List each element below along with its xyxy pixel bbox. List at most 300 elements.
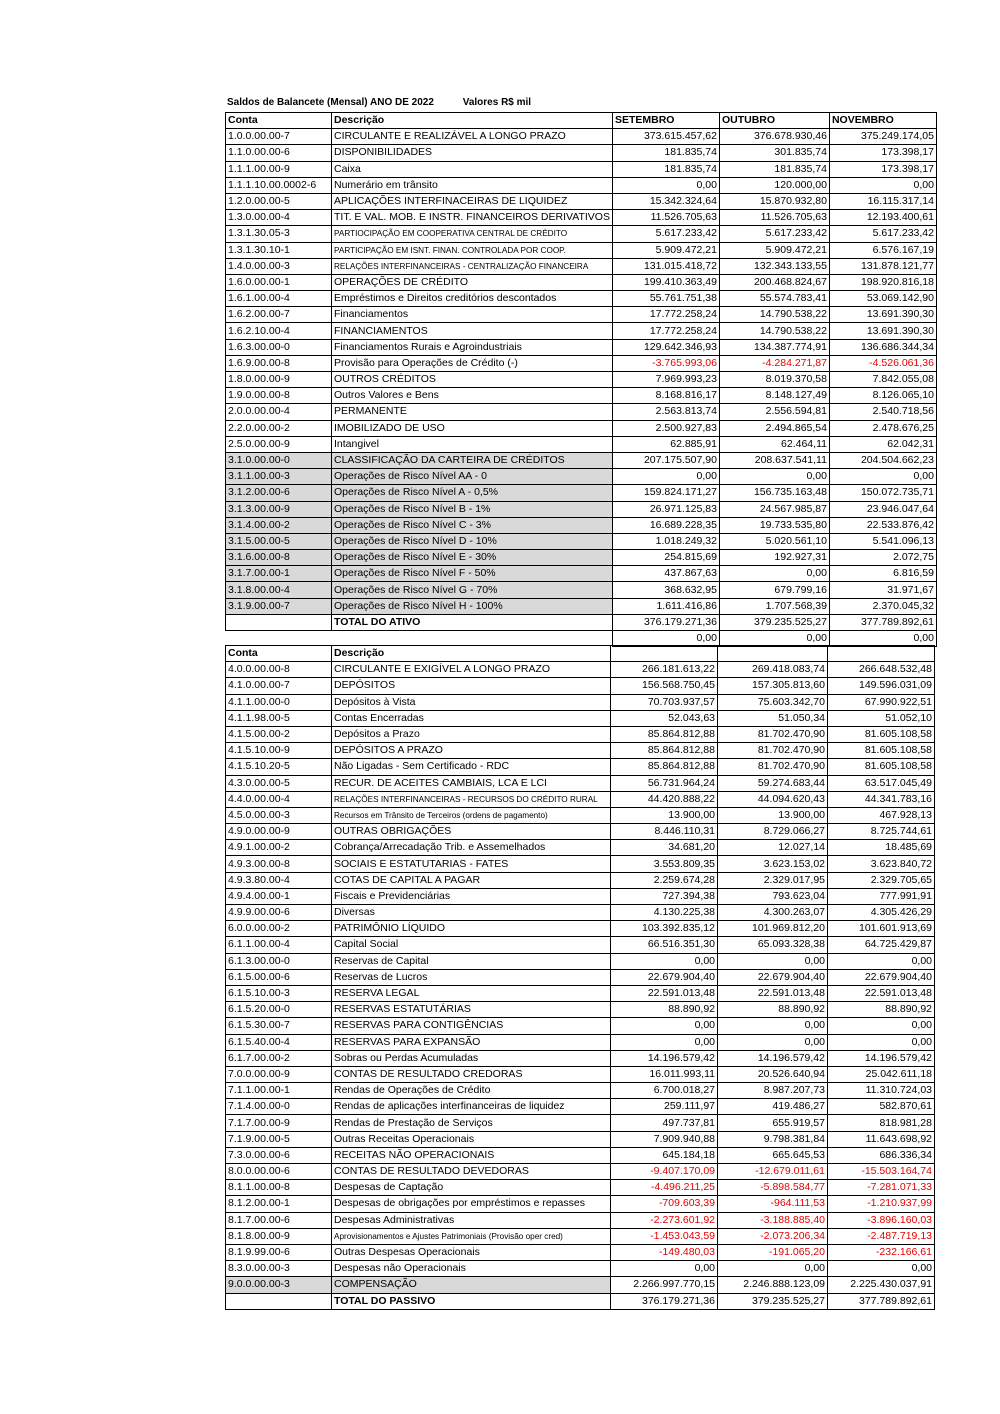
account-description: COTAS DE CAPITAL A PAGAR: [332, 872, 611, 888]
account-code: 7.3.0.00.00-6: [226, 1147, 332, 1163]
table-row: [226, 1034, 935, 1050]
value-outubro: 0,00: [719, 566, 829, 582]
account-code: 4.9.1.00.00-2: [226, 840, 332, 856]
value-setembro: 55.761.751,38: [612, 291, 719, 307]
value-novembro: 2.540.718,56: [829, 404, 936, 420]
value-novembro: 22.679.904,40: [828, 969, 935, 985]
account-code: 7.0.0.00.00-9: [226, 1066, 332, 1082]
table-row: [226, 404, 937, 420]
value-outubro: 0,00: [718, 953, 828, 969]
account-code: 4.9.3.80.00-4: [226, 872, 332, 888]
table-row: [226, 888, 935, 904]
account-code: 1.0.0.00.00-7: [226, 129, 332, 145]
value-setembro: 259.111,97: [611, 1099, 718, 1115]
account-code: 1.6.2.10.00-4: [226, 323, 332, 339]
account-description: Numerário em trânsito: [332, 177, 613, 193]
value-novembro: -1.210.937,99: [828, 1196, 935, 1212]
empty-cell: [611, 646, 718, 662]
value-novembro: 64.725.429,87: [828, 937, 935, 953]
table-row: [226, 1050, 935, 1066]
value-setembro: 8.168.816,17: [612, 388, 719, 404]
account-code: 3.1.9.00.00-7: [226, 598, 332, 614]
value-outubro: 0,00: [718, 1034, 828, 1050]
ativo-header-row: [226, 113, 937, 129]
value-outubro: 51.050,34: [718, 710, 828, 726]
total-novembro: 377.789.892,61: [828, 1293, 935, 1309]
account-code: 1.1.0.00.00-6: [226, 145, 332, 161]
value-novembro: 2.329.705,65: [828, 872, 935, 888]
value-outubro: -5.898.584,77: [718, 1180, 828, 1196]
value-setembro: 16.689.228,35: [612, 517, 719, 533]
account-description: Operações de Risco Nível F - 50%: [332, 566, 613, 582]
account-description: Empréstimos e Direitos creditórios descontados: [332, 291, 613, 307]
table-row: [226, 1018, 935, 1034]
col-novembro: NOVEMBRO: [829, 113, 936, 129]
value-outubro: 4.300.263,07: [718, 905, 828, 921]
account-code: 4.9.0.00.00-9: [226, 824, 332, 840]
table-row: [226, 388, 937, 404]
account-description: Caixa: [332, 161, 613, 177]
value-novembro: -3.896.160,03: [828, 1212, 935, 1228]
account-code: 7.1.9.00.00-5: [226, 1131, 332, 1147]
value-outubro: 2.329.017,95: [718, 872, 828, 888]
table-row: [226, 1164, 935, 1180]
value-setembro: -1.453.043,59: [611, 1228, 718, 1244]
value-setembro: 373.615.457,62: [612, 129, 719, 145]
table-row: [226, 1196, 935, 1212]
table-row: [226, 824, 935, 840]
check-setembro: 0,00: [612, 631, 719, 647]
value-setembro: -9.407.170,09: [611, 1164, 718, 1180]
value-novembro: 582.870,61: [828, 1099, 935, 1115]
value-novembro: 81.605.108,58: [828, 726, 935, 742]
account-description: PATRIMÔNIO LÍQUIDO: [332, 921, 611, 937]
value-outubro: 19.733.535,80: [719, 517, 829, 533]
table-row: [226, 1212, 935, 1228]
value-outubro: 793.623,04: [718, 888, 828, 904]
value-novembro: 11.310.724,03: [828, 1083, 935, 1099]
empty-cell: [226, 1293, 332, 1309]
account-description: PERMANENTE: [332, 404, 613, 420]
value-novembro: 81.605.108,58: [828, 759, 935, 775]
account-description: RECEITAS NÃO OPERACIONAIS: [332, 1147, 611, 1163]
empty-cell: [828, 646, 935, 662]
account-code: 1.8.0.00.00-9: [226, 372, 332, 388]
value-setembro: 1.611.416,86: [612, 598, 719, 614]
value-novembro: 150.072.735,71: [829, 485, 936, 501]
table-row: [226, 161, 937, 177]
value-setembro: 17.772.258,24: [612, 323, 719, 339]
value-setembro: 16.011.993,11: [611, 1066, 718, 1082]
value-outubro: 655.919,57: [718, 1115, 828, 1131]
value-setembro: 131.015.418,72: [612, 258, 719, 274]
value-setembro: 62.885,91: [612, 436, 719, 452]
account-description: SOCIAIS E ESTATUTARIAS - FATES: [332, 856, 611, 872]
account-code: 8.1.2.00.00-1: [226, 1196, 332, 1212]
value-setembro: 44.420.888,22: [611, 791, 718, 807]
value-novembro: -4.526.061,36: [829, 355, 936, 371]
ativo-table: [225, 112, 937, 647]
value-outubro: 55.574.783,41: [719, 291, 829, 307]
table-row: [226, 1180, 935, 1196]
account-code: 6.0.0.00.00-2: [226, 921, 332, 937]
value-outubro: -191.065,20: [718, 1244, 828, 1260]
value-novembro: 149.596.031,09: [828, 678, 935, 694]
account-code: 4.1.1.00.00-0: [226, 694, 332, 710]
value-outubro: 75.603.342,70: [718, 694, 828, 710]
account-code: 4.1.5.10.00-9: [226, 743, 332, 759]
report-units: Valores R$ mil: [462, 97, 532, 108]
value-setembro: 66.516.351,30: [611, 937, 718, 953]
value-outubro: 2.246.888.123,09: [718, 1277, 828, 1293]
value-setembro: 5.617.233,42: [612, 226, 719, 242]
value-novembro: 44.341.783,16: [828, 791, 935, 807]
value-setembro: 497.737,81: [611, 1115, 718, 1131]
total-row: [226, 614, 937, 630]
table-row: [226, 145, 937, 161]
account-code: 6.1.7.00.00-2: [226, 1050, 332, 1066]
value-outubro: 81.702.470,90: [718, 759, 828, 775]
account-description: RESERVA LEGAL: [332, 985, 611, 1001]
table-row: [226, 1115, 935, 1131]
account-code: 3.1.1.00.00-3: [226, 469, 332, 485]
table-row: [226, 937, 935, 953]
account-description: Rendas de Operações de Crédito: [332, 1083, 611, 1099]
table-row: [226, 662, 935, 678]
account-description: Depósitos a Prazo: [332, 726, 611, 742]
table-row: [226, 566, 937, 582]
value-outubro: 1.707.568,39: [719, 598, 829, 614]
value-outubro: 22.679.904,40: [718, 969, 828, 985]
table-row: [226, 1147, 935, 1163]
value-novembro: 0,00: [829, 177, 936, 193]
passivo-header-row: [226, 646, 935, 662]
account-description: Despesas de obrigações por empréstimos e repasses: [332, 1196, 611, 1212]
account-code: 4.9.9.00.00-6: [226, 905, 332, 921]
value-outubro: 200.468.824,67: [719, 274, 829, 290]
account-code: 4.1.0.00.00-7: [226, 678, 332, 694]
value-outubro: 3.623.153,02: [718, 856, 828, 872]
value-outubro: 192.927,31: [719, 550, 829, 566]
account-code: 2.5.0.00.00-9: [226, 436, 332, 452]
account-description: Financiamentos Rurais e Agroindustriais: [332, 339, 613, 355]
value-outubro: 22.591.013,48: [718, 985, 828, 1001]
account-description: OUTRAS OBRIGAÇÕES: [332, 824, 611, 840]
table-row: [226, 274, 937, 290]
value-novembro: 63.517.045,49: [828, 775, 935, 791]
account-code: 1.4.0.00.00-3: [226, 258, 332, 274]
account-code: 4.1.1.98.00-5: [226, 710, 332, 726]
table-row: [226, 710, 935, 726]
value-setembro: -2.273.601,92: [611, 1212, 718, 1228]
value-setembro: 103.392.835,12: [611, 921, 718, 937]
value-novembro: 31.971,67: [829, 582, 936, 598]
value-outubro: 14.196.579,42: [718, 1050, 828, 1066]
account-description: Rendas de Prestação de Serviços: [332, 1115, 611, 1131]
value-novembro: -2.487.719,13: [828, 1228, 935, 1244]
value-novembro: 2.225.430.037,91: [828, 1277, 935, 1293]
account-description: Reservas de Capital: [332, 953, 611, 969]
table-row: [226, 501, 937, 517]
value-outubro: 208.637.541,11: [719, 452, 829, 468]
value-outubro: 8.148.127,49: [719, 388, 829, 404]
account-code: 1.3.1.30.05-3: [226, 226, 332, 242]
value-novembro: 8.725.744,61: [828, 824, 935, 840]
value-novembro: 22.591.013,48: [828, 985, 935, 1001]
account-description: Sobras ou Perdas Acumuladas: [332, 1050, 611, 1066]
total-outubro: 379.235.525,27: [718, 1293, 828, 1309]
account-description: Reservas de Lucros: [332, 969, 611, 985]
table-row: [226, 726, 935, 742]
value-novembro: 25.042.611,18: [828, 1066, 935, 1082]
total-setembro: 376.179.271,36: [612, 614, 719, 630]
value-setembro: 2.563.813,74: [612, 404, 719, 420]
value-outubro: 5.020.561,10: [719, 533, 829, 549]
table-row: [226, 582, 937, 598]
account-description: Financiamentos: [332, 307, 613, 323]
value-setembro: 254.815,69: [612, 550, 719, 566]
account-code: 4.9.3.00.00-8: [226, 856, 332, 872]
table-row: [226, 517, 937, 533]
table-row: [226, 550, 937, 566]
value-setembro: 14.196.579,42: [611, 1050, 718, 1066]
table-row: [226, 129, 937, 145]
value-setembro: 34.681,20: [611, 840, 718, 856]
account-code: 6.1.5.40.00-4: [226, 1034, 332, 1050]
value-novembro: 5.617.233,42: [829, 226, 936, 242]
value-novembro: 62.042,31: [829, 436, 936, 452]
account-description: IMOBILIZADO DE USO: [332, 420, 613, 436]
value-outubro: 88.890,92: [718, 1002, 828, 1018]
account-code: 8.1.8.00.00-9: [226, 1228, 332, 1244]
value-outubro: 101.969.812,20: [718, 921, 828, 937]
value-setembro: 2.266.997.770,15: [611, 1277, 718, 1293]
value-setembro: 181.835,74: [612, 161, 719, 177]
value-novembro: 14.196.579,42: [828, 1050, 935, 1066]
account-code: 6.1.3.00.00-0: [226, 953, 332, 969]
value-novembro: 2.478.676,25: [829, 420, 936, 436]
value-novembro: 0,00: [828, 953, 935, 969]
account-description: TIT. E VAL. MOB. E INSTR. FINANCEIROS DERIVATIVOS: [332, 210, 613, 226]
table-row: [226, 759, 935, 775]
value-outubro: 665.645,53: [718, 1147, 828, 1163]
value-outubro: -3.188.885,40: [718, 1212, 828, 1228]
value-novembro: 173.398,17: [829, 145, 936, 161]
value-outubro: 679.799,16: [719, 582, 829, 598]
table-row: [226, 291, 937, 307]
value-outubro: 269.418.083,74: [718, 662, 828, 678]
value-outubro: 156.735.163,48: [719, 485, 829, 501]
total-label: TOTAL DO ATIVO: [332, 614, 613, 630]
value-outubro: 81.702.470,90: [718, 743, 828, 759]
value-setembro: 3.553.809,35: [611, 856, 718, 872]
value-setembro: 5.909.472,21: [612, 242, 719, 258]
value-setembro: 8.446.110,31: [611, 824, 718, 840]
value-outubro: 13.900,00: [718, 807, 828, 823]
account-code: 8.1.7.00.00-6: [226, 1212, 332, 1228]
account-description: Fiscais e Previdenciárias: [332, 888, 611, 904]
account-description: APLICAÇÕES INTERFINACEIRAS DE LIQUIDEZ: [332, 193, 613, 209]
value-setembro: 1.018.249,32: [612, 533, 719, 549]
col-setembro: SETEMBRO: [612, 113, 719, 129]
account-code: 1.2.0.00.00-5: [226, 193, 332, 209]
value-novembro: 467.928,13: [828, 807, 935, 823]
account-description: Operações de Risco Nível E - 30%: [332, 550, 613, 566]
value-setembro: 199.410.363,49: [612, 274, 719, 290]
account-code: 4.1.5.10.20-5: [226, 759, 332, 775]
value-novembro: 22.533.876,42: [829, 517, 936, 533]
value-outubro: 24.567.985,87: [719, 501, 829, 517]
value-novembro: 266.648.532,48: [828, 662, 935, 678]
report-header: [227, 97, 531, 108]
value-novembro: 5.541.096,13: [829, 533, 936, 549]
total-setembro: 376.179.271,36: [611, 1293, 718, 1309]
account-description: Intangivel: [332, 436, 613, 452]
account-description: CIRCULANTE E REALIZÁVEL A LONGO PRAZO: [332, 129, 613, 145]
value-novembro: 16.115.317,14: [829, 193, 936, 209]
value-outubro: 5.909.472,21: [719, 242, 829, 258]
table-row: [226, 226, 937, 242]
total-outubro: 379.235.525,27: [719, 614, 829, 630]
value-outubro: 20.526.640,94: [718, 1066, 828, 1082]
value-setembro: 85.864.812,88: [611, 726, 718, 742]
value-outubro: 59.274.683,44: [718, 775, 828, 791]
value-novembro: 204.504.662,23: [829, 452, 936, 468]
account-description: Operações de Risco Nível A - 0,5%: [332, 485, 613, 501]
value-setembro: 266.181.613,22: [611, 662, 718, 678]
account-description: COMPENSAÇÃO: [332, 1277, 611, 1293]
value-outubro: 65.093.328,38: [718, 937, 828, 953]
value-setembro: 6.700.018,27: [611, 1083, 718, 1099]
table-row: [226, 694, 935, 710]
value-setembro: 159.824.171,27: [612, 485, 719, 501]
value-setembro: 2.500.927,83: [612, 420, 719, 436]
value-novembro: 818.981,28: [828, 1115, 935, 1131]
value-novembro: 0,00: [828, 1034, 935, 1050]
total-novembro: 377.789.892,61: [829, 614, 936, 630]
account-description: RESERVAS ESTATUTÁRIAS: [332, 1002, 611, 1018]
value-outubro: -964.111,53: [718, 1196, 828, 1212]
value-outubro: 44.094.620,43: [718, 791, 828, 807]
value-outubro: 134.387.774,91: [719, 339, 829, 355]
table-row: [226, 339, 937, 355]
table-row: [226, 807, 935, 823]
account-code: 4.1.5.00.00-2: [226, 726, 332, 742]
value-outubro: 0,00: [719, 469, 829, 485]
value-setembro: 156.568.750,45: [611, 678, 718, 694]
value-outubro: 132.343.133,55: [719, 258, 829, 274]
account-description: Cobrança/Arrecadação Trib. e Assemelhados: [332, 840, 611, 856]
account-description: Capital Social: [332, 937, 611, 953]
col-descricao: Descrição: [332, 113, 613, 129]
table-row: [226, 598, 937, 614]
table-row: [226, 856, 935, 872]
account-description: Outras Despesas Operacionais: [332, 1244, 611, 1260]
col-descricao: Descrição: [332, 646, 611, 662]
empty-cell: [226, 614, 332, 630]
account-description: Operações de Risco Nível D - 10%: [332, 533, 613, 549]
table-row: [226, 420, 937, 436]
passivo-table: [225, 645, 935, 1310]
value-outubro: 14.790.538,22: [719, 323, 829, 339]
table-row: [226, 436, 937, 452]
table-row: [226, 469, 937, 485]
account-description: RELAÇÕES INTERFINANCEIRAS - CENTRALIZAÇÃO FINANCEIRA: [332, 258, 613, 274]
value-setembro: 11.526.705,63: [612, 210, 719, 226]
table-row: [226, 953, 935, 969]
table-row: [226, 1261, 935, 1277]
account-description: Provisão para Operações de Crédito (-): [332, 355, 613, 371]
account-code: 1.6.2.00.00-7: [226, 307, 332, 323]
account-description: Despesas de Captação: [332, 1180, 611, 1196]
account-code: 1.6.9.00.00-8: [226, 355, 332, 371]
value-novembro: 198.920.816,18: [829, 274, 936, 290]
account-description: Operações de Risco Nível C - 3%: [332, 517, 613, 533]
value-novembro: 0,00: [829, 469, 936, 485]
value-outubro: 8.019.370,58: [719, 372, 829, 388]
account-description: PARTIOCIPAÇÃO EM COOPERATIVA CENTRAL DE CRÉDITO: [332, 226, 613, 242]
value-setembro: 0,00: [611, 1018, 718, 1034]
account-code: 3.1.2.00.00-6: [226, 485, 332, 501]
account-code: 2.0.0.00.00-4: [226, 404, 332, 420]
account-code: 2.2.0.00.00-2: [226, 420, 332, 436]
table-row: [226, 921, 935, 937]
value-novembro: 8.126.065,10: [829, 388, 936, 404]
value-setembro: 70.703.937,57: [611, 694, 718, 710]
account-description: Recursos em Trânsito de Terceiros (ordens de pagamento): [332, 807, 611, 823]
value-novembro: 6.576.167,19: [829, 242, 936, 258]
value-setembro: 129.642.346,93: [612, 339, 719, 355]
value-outubro: 8.987.207,73: [718, 1083, 828, 1099]
account-code: 1.3.1.30.10-1: [226, 242, 332, 258]
value-outubro: 8.729.066,27: [718, 824, 828, 840]
value-outubro: -2.073.206,34: [718, 1228, 828, 1244]
account-code: 4.0.0.00.00-8: [226, 662, 332, 678]
account-code: 8.1.9.99.00-6: [226, 1244, 332, 1260]
account-description: RESERVAS PARA CONTIGÊNCIAS: [332, 1018, 611, 1034]
account-description: Aprovisionamentos e Ajustes Patrimoniais (Provisão oper cred): [332, 1228, 611, 1244]
account-code: 7.1.4.00.00-0: [226, 1099, 332, 1115]
value-novembro: 23.946.047,64: [829, 501, 936, 517]
account-description: RECUR. DE ACEITES CAMBIAIS, LCA E LCI: [332, 775, 611, 791]
table-row: [226, 840, 935, 856]
account-description: DEPÓSITOS A PRAZO: [332, 743, 611, 759]
value-outubro: 2.494.865,54: [719, 420, 829, 436]
value-setembro: 0,00: [611, 953, 718, 969]
value-novembro: 88.890,92: [828, 1002, 935, 1018]
account-code: 9.0.0.00.00-3: [226, 1277, 332, 1293]
account-code: 7.1.1.00.00-1: [226, 1083, 332, 1099]
account-code: 1.6.3.00.00-0: [226, 339, 332, 355]
value-setembro: 4.130.225,38: [611, 905, 718, 921]
check-outubro: 0,00: [719, 631, 829, 647]
account-code: 6.1.5.10.00-3: [226, 985, 332, 1001]
table-row: [226, 1066, 935, 1082]
value-outubro: 2.556.594,81: [719, 404, 829, 420]
value-novembro: 13.691.390,30: [829, 323, 936, 339]
value-outubro: 0,00: [718, 1261, 828, 1277]
account-description: RELAÇÕES INTERFINANCEIRAS - RECURSOS DO CRÉDITO RURAL: [332, 791, 611, 807]
value-setembro: 26.971.125,83: [612, 501, 719, 517]
table-row: [226, 1244, 935, 1260]
account-description: FINANCIAMENTOS: [332, 323, 613, 339]
value-novembro: 13.691.390,30: [829, 307, 936, 323]
account-description: Outras Receitas Operacionais: [332, 1131, 611, 1147]
value-outubro: 9.798.381,84: [718, 1131, 828, 1147]
value-outubro: 81.702.470,90: [718, 726, 828, 742]
value-setembro: 0,00: [611, 1034, 718, 1050]
value-setembro: 13.900,00: [611, 807, 718, 823]
